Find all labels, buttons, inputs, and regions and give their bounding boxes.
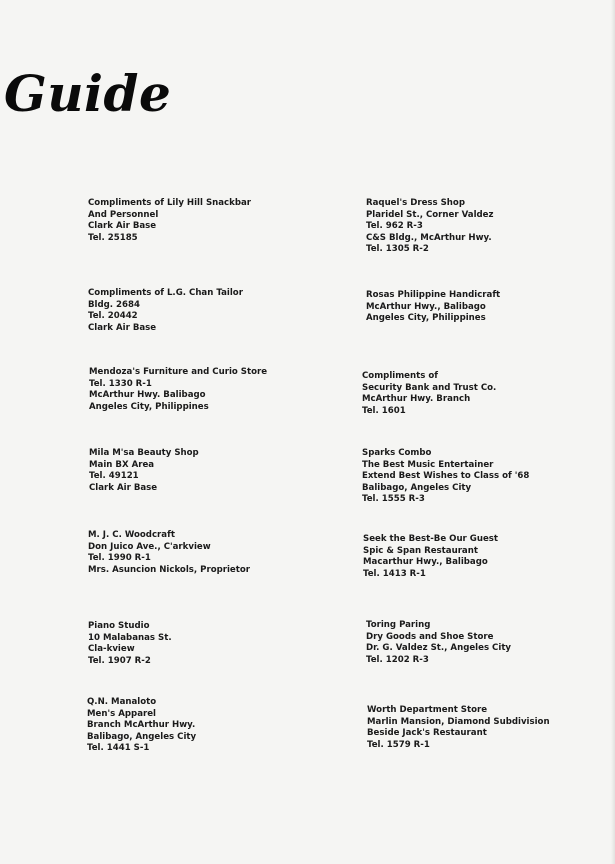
advertiser-entry: [89, 448, 199, 494]
entry-line: Sparks Combo: [362, 448, 432, 458]
entry-line: McArthur Hwy. Branch: [362, 394, 471, 405]
entry-line: C&S Bldg., McArthur Hwy.: [366, 232, 492, 243]
entry-line: Dr. G. Valdez St., Angeles City: [366, 643, 512, 654]
advertiser-entry: [366, 198, 494, 256]
entry-line: Tel. 1330 R-1: [89, 378, 152, 389]
advertiser-entry: [88, 530, 250, 576]
entry-line: Tel. 1202 R-3: [366, 654, 429, 665]
entry-line: Tel. 1555 R-3: [362, 494, 425, 505]
advertiser-entry: [88, 288, 243, 334]
entry-line: Seek the Best-Be Our Guest: [363, 534, 499, 544]
entry-line: M. J. C. Woodcraft: [88, 530, 175, 540]
entry-line: Tel. 1579 R-1: [367, 739, 430, 750]
entry-line: Clark Air Base: [88, 221, 157, 232]
entry-line: Mila M'sa Beauty Shop: [89, 448, 199, 458]
entry-line: Tel. 1305 R-2: [366, 244, 429, 255]
entry-line: And Personnel: [88, 209, 159, 220]
entry-line: Compliments of L.G. Chan Tailor: [88, 288, 243, 298]
advertiser-entry: [89, 367, 267, 413]
entry-line: Clark Air Base: [88, 322, 157, 333]
advertiser-entry: [363, 534, 498, 580]
entry-line: Compliments of: [362, 371, 438, 381]
entry-line: Tel. 1441 S-1: [87, 743, 150, 754]
entry-line: Tel. 20442: [88, 311, 138, 322]
entry-line: Tel. 25185: [88, 232, 138, 243]
entry-line: Angeles City, Philippines: [366, 313, 486, 324]
entry-line: Tel. 962 R-3: [366, 221, 423, 232]
entry-line: Rosas Philippine Handicraft: [366, 290, 501, 300]
entry-line: Compliments of Lily Hill Snackbar: [88, 198, 252, 208]
entry-line: Balibago, Angeles City: [362, 482, 472, 493]
advertiser-entry: [88, 198, 251, 244]
entry-line: Beside Jack's Restaurant: [367, 728, 487, 739]
entry-line: Dry Goods and Shoe Store: [366, 631, 494, 642]
entry-line: Mrs. Asuncion Nickols, Proprietor: [88, 564, 251, 575]
entry-line: Bldg. 2684: [88, 299, 140, 310]
entry-line: Spic & Span Restaurant: [363, 545, 478, 556]
advertiser-entry: [366, 620, 511, 666]
entry-line: Branch McArthur Hwy.: [87, 720, 196, 731]
entry-line: The Best Music Entertainer: [362, 459, 494, 470]
advertiser-entry: [366, 290, 500, 325]
page-edge: [611, 0, 615, 864]
entry-line: McArthur Hwy., Balibago: [366, 301, 486, 312]
advertiser-entry: [362, 448, 529, 506]
entry-line: Mendoza's Furniture and Curio Store: [89, 367, 268, 377]
entry-line: 10 Malabanas St.: [88, 632, 172, 643]
entry-line: Worth Department Store: [367, 705, 488, 715]
entry-line: Piano Studio: [88, 621, 150, 631]
entry-line: McArthur Hwy. Balibago: [89, 390, 206, 401]
entry-line: Toring Paring: [366, 620, 431, 630]
entry-line: Raquel's Dress Shop: [366, 198, 465, 208]
entry-line: Tel. 49121: [89, 471, 139, 482]
entry-line: Macarthur Hwy., Balibago: [363, 557, 488, 568]
entry-line: Balibago, Angeles City: [87, 731, 197, 742]
entry-line: Tel. 1907 R-2: [88, 655, 151, 666]
entry-line: Tel. 1601: [362, 405, 406, 416]
advertiser-entry: [88, 621, 172, 667]
entry-line: Tel. 1413 R-1: [363, 568, 426, 579]
entry-line: Don Juico Ave., C'arkview: [88, 541, 211, 552]
entry-line: Men's Apparel: [87, 708, 157, 719]
page-title: Guide: [4, 64, 172, 123]
advertiser-entry: [367, 705, 550, 751]
entry-line: Main BX Area: [89, 459, 155, 470]
advertiser-entry: [362, 371, 496, 417]
entry-line: Tel. 1990 R-1: [88, 553, 151, 564]
entry-line: Clark Air Base: [89, 482, 158, 493]
entry-line: Angeles City, Philippines: [89, 401, 209, 412]
advertiser-entry: [87, 697, 196, 755]
entry-line: Cla-kview: [88, 644, 135, 655]
entry-line: Marlin Mansion, Diamond Subdivision: [367, 716, 550, 727]
entry-line: Security Bank and Trust Co.: [362, 382, 497, 393]
entry-line: Plaridel St., Corner Valdez: [366, 209, 494, 220]
entry-line: Extend Best Wishes to Class of '68: [362, 471, 530, 482]
entry-line: Q.N. Manaloto: [87, 697, 157, 707]
